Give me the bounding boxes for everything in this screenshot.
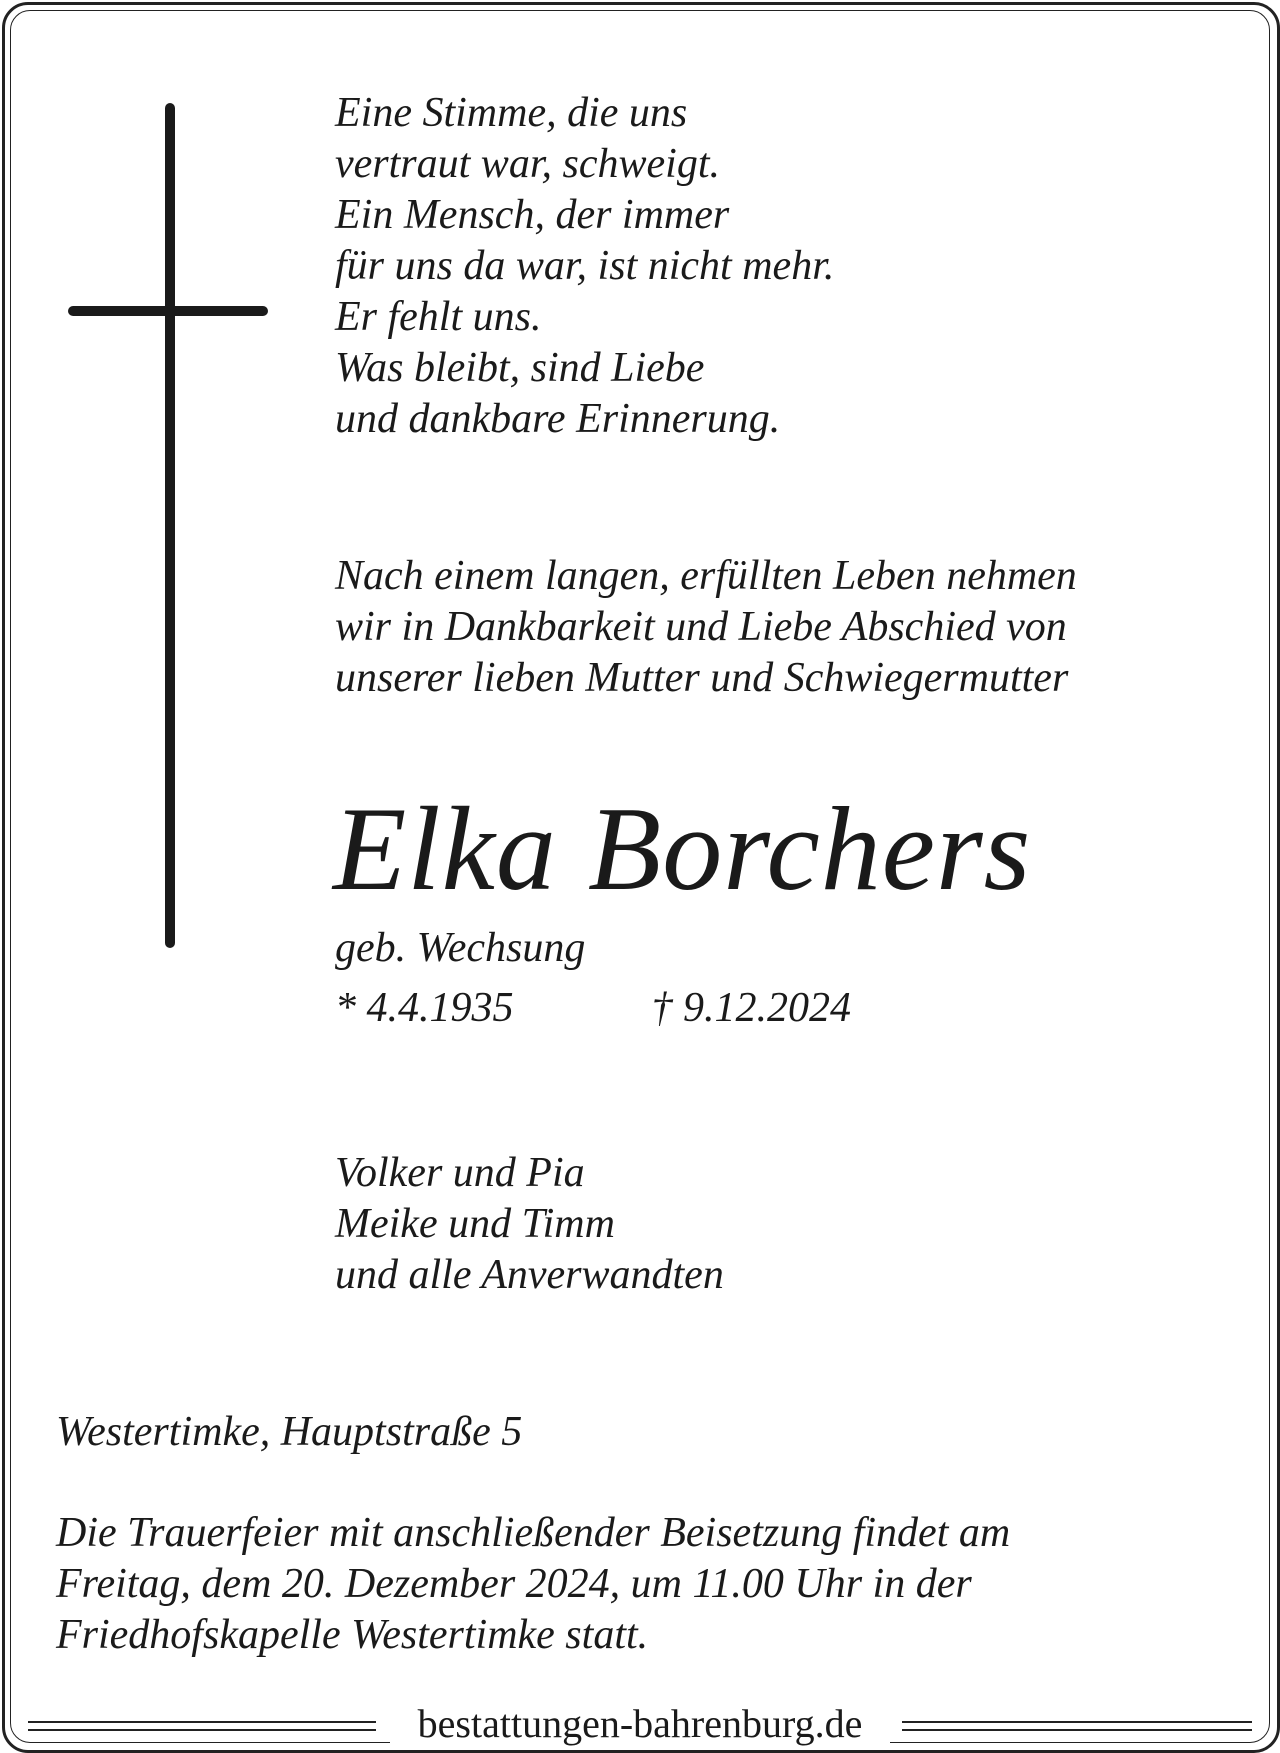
service-line: Freitag, dem 20. Dezember 2024, um 11.00 Uhr in der [56, 1561, 972, 1607]
death-date: † 9.12.2024 [651, 985, 851, 1031]
mourner-line: Volker und Pia [335, 1150, 585, 1196]
birth-date: * 4.4.1935 [335, 985, 514, 1031]
service-info [56, 1508, 1010, 1661]
footer-rule-right [902, 1721, 1252, 1731]
life-dates [335, 982, 851, 1034]
mourner-line: Meike und Timm [335, 1201, 615, 1247]
address: Westertimke, Hauptstraße 5 [56, 1409, 523, 1455]
poem-line: Eine Stimme, die uns [335, 90, 688, 136]
maiden-name: geb. Wechsung [335, 925, 586, 971]
poem-line: Was bleibt, sind Liebe [335, 345, 705, 391]
cross-vertical-bar [165, 103, 175, 948]
poem-line: Ein Mensch, der immer [335, 192, 730, 238]
deceased-name: Elka Borchers [333, 782, 1032, 915]
intro-line: wir in Dankbarkeit und Liebe Abschied von [335, 604, 1067, 650]
footer-website: bestattungen-bahrenburg.de [390, 1700, 890, 1748]
service-line: Friedhofskapelle Westertimke statt. [56, 1612, 649, 1658]
service-line: Die Trauerfeier mit anschließender Beisetzung findet am [56, 1510, 1011, 1556]
cross-horizontal-bar [68, 306, 268, 316]
poem-line: für uns da war, ist nicht mehr. [335, 243, 835, 289]
footer-rule-left [28, 1721, 376, 1731]
intro-line: Nach einem langen, erfüllten Leben nehmen [335, 553, 1077, 599]
intro-line: unserer lieben Mutter und Schwiegermutter [335, 655, 1069, 701]
mourner-line: und alle Anverwandten [335, 1252, 724, 1298]
intro-text [335, 551, 1077, 704]
mourners [335, 1148, 724, 1301]
poem [335, 88, 834, 445]
poem-line: und dankbare Erinnerung. [335, 396, 781, 442]
poem-line: Er fehlt uns. [335, 294, 542, 340]
poem-line: vertraut war, schweigt. [335, 141, 720, 187]
